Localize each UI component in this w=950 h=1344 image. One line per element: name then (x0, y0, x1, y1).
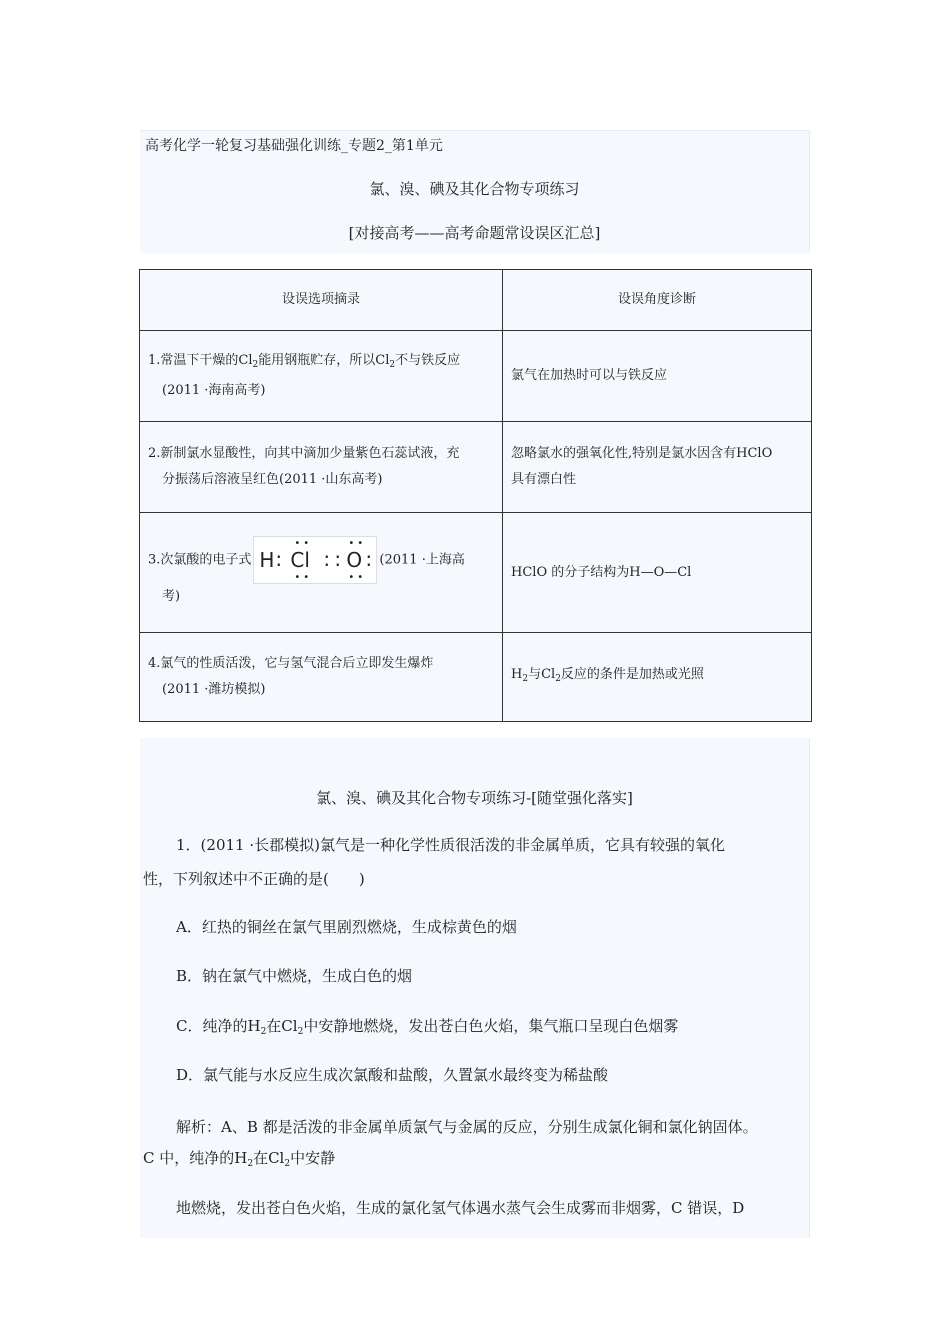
bond-pair: : (275, 546, 283, 571)
cell-text: (2011 ·潍坊模拟) (162, 682, 266, 697)
document-header-line: 高考化学一轮复习基础强化训练_专题2_第1单元 (145, 138, 443, 154)
option-text: 在Cl (266, 1017, 298, 1035)
question-stem: 1．(2011 ·长郡模拟)氯气是一种化学性质很活泼的非金属单质，它具有较强的氧化 (176, 836, 725, 854)
cell-text: 与Cl (528, 667, 556, 682)
table-cell-option (140, 422, 503, 513)
table-row (140, 331, 812, 422)
table-cell-diagnosis: 氯气在加热时可以与铁反应 (503, 331, 812, 422)
cell-text: 3.次氯酸的电子式 (148, 552, 252, 567)
table-row (140, 513, 812, 633)
section-title: 氯、溴、碘及其化合物专项练习-[随堂强化落实] (316, 789, 633, 807)
cell-text: 1.常温下干燥的Cl (148, 353, 253, 368)
cell-text: H (511, 667, 523, 682)
lone-pair: •• (294, 571, 313, 583)
cell-text: 不与铁反应 (395, 353, 461, 368)
bond-pair: : (334, 546, 342, 571)
lone-pair: •• (348, 537, 367, 549)
bond-pair: : (323, 546, 331, 571)
atom-h: H (259, 547, 275, 572)
table-row (140, 633, 812, 722)
subscript: 2 (297, 1027, 304, 1037)
table-header-cell: 设误角度诊断 (503, 270, 812, 331)
option-text: C．纯净的H (176, 1017, 261, 1035)
cell-text: 考) (162, 588, 181, 604)
document-subtitle: [对接高考——高考命题常设误区汇总] (348, 224, 601, 242)
option-text: 中安静地燃烧，发出苍白色火焰，集气瓶口呈现白色烟雾 (303, 1017, 679, 1035)
document-title: 氯、溴、碘及其化合物专项练习 (369, 180, 580, 198)
lone-pair: •• (348, 571, 367, 583)
table-row (140, 422, 812, 513)
analysis-text (143, 1143, 335, 1179)
subscript: 2 (247, 1159, 254, 1169)
table-cell-option (140, 513, 503, 633)
analysis-text: 地燃烧，发出苍白色火焰，生成的氯化氢气体遇水蒸气会生成雾而非烟雾，C 错误，D (176, 1199, 745, 1217)
table-cell-option (140, 331, 503, 422)
cell-text: 忽略氯水的强氧化性,特别是氯水因含有HClO (511, 446, 773, 461)
table-cell-diagnosis (503, 633, 812, 722)
cell-text: 分振荡后溶液呈红色(2011 ·山东高考) (162, 472, 383, 487)
analysis-fragment: 在Cl (253, 1149, 285, 1167)
subscript: 2 (389, 360, 396, 370)
option-b: B．钠在氯气中燃烧，生成白色的烟 (176, 967, 413, 985)
cell-text: 具有漂白性 (511, 472, 577, 487)
subscript: 2 (555, 674, 561, 684)
question-stem: 性，下列叙述中不正确的是( ) (143, 870, 365, 888)
bond-pair: : (365, 546, 373, 571)
cell-text: (2011 ·上海高 (379, 552, 465, 567)
atom-cl: Cl (290, 547, 310, 572)
option-a: A．红热的铜丝在氯气里剧烈燃烧，生成棕黄色的烟 (176, 918, 517, 936)
subscript: 2 (284, 1159, 291, 1169)
subscript: 2 (252, 360, 259, 370)
analysis-fragment: C 中，纯净的H (143, 1149, 248, 1167)
table-cell-option (140, 633, 503, 722)
table-header-row (140, 270, 812, 331)
cell-text: 4.氯气的性质活泼，它与氢气混合后立即发生爆炸 (148, 656, 434, 671)
cell-text: (2011 ·海南高考) (162, 383, 266, 398)
option-c (176, 1011, 678, 1047)
hclo-lewis-structure (253, 536, 377, 584)
table-cell-diagnosis: HClO 的分子结构为H—O—Cl (503, 513, 812, 633)
option-d: D．氯气能与水反应生成次氯酸和盐酸，久置氯水最终变为稀盐酸 (176, 1066, 609, 1084)
error-summary-table (139, 269, 812, 722)
cell-text: 能用钢瓶贮存，所以Cl (258, 353, 390, 368)
cell-text: 反应的条件是加热或光照 (560, 667, 704, 682)
atom-o: O (346, 547, 363, 572)
analysis-text: 解析：A、B 都是活泼的非金属单质氯气与金属的反应，分别生成氯化铜和氯化钠固体。 (176, 1118, 758, 1136)
table-header-cell: 设误选项摘录 (140, 270, 503, 331)
table-cell-diagnosis (503, 422, 812, 513)
subscript: 2 (260, 1027, 267, 1037)
subscript: 2 (522, 674, 529, 684)
cell-text: 2.新制氯水显酸性，向其中滴加少量紫色石蕊试液，充 (148, 446, 460, 461)
analysis-fragment: 中安静 (290, 1149, 336, 1167)
lone-pair: •• (294, 537, 313, 549)
